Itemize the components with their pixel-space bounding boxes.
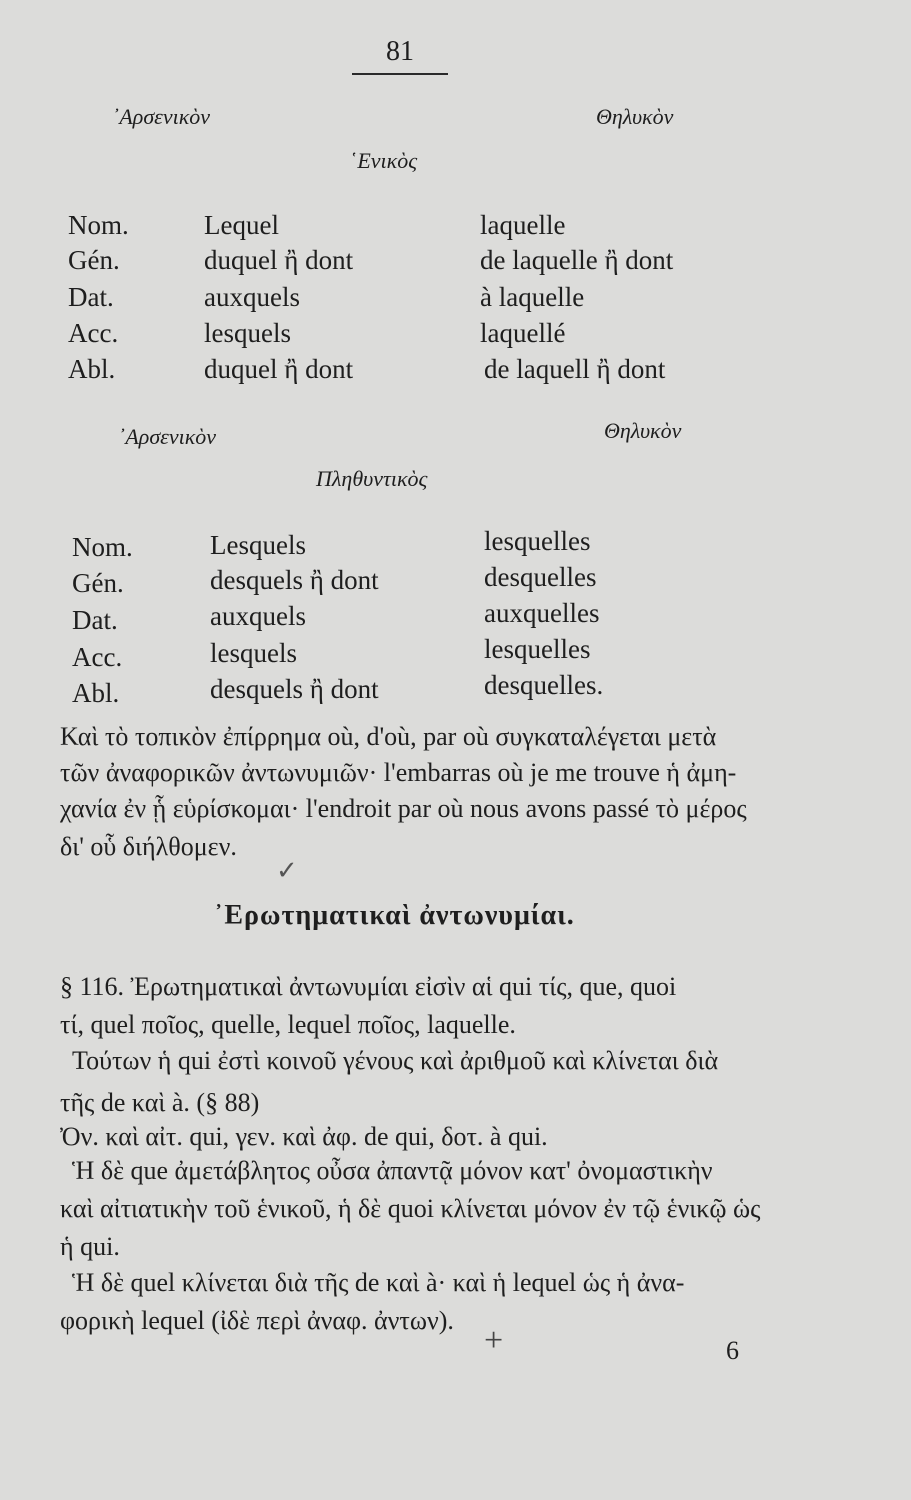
- singular-fem-form: laquelle: [480, 210, 566, 240]
- plural-fem-form: lesquelles: [484, 634, 591, 664]
- plural-masc-form: desquels ἢ dont: [210, 674, 379, 704]
- plural-fem-form: auxquelles: [484, 598, 600, 628]
- singular-case-label: Dat.: [68, 282, 114, 312]
- para1-line: χανία ἐν ᾗ εὑρίσκομαι· l'endroit par où nous avons passé τὸ μέρος: [60, 794, 747, 823]
- plural-case-label: Dat.: [72, 605, 118, 635]
- singular-masc-header: ᾿Αρσενικὸν: [112, 104, 211, 129]
- para2-line: Ἡ δὲ quel κλίνεται διὰ τῆς de καὶ à· καὶ ἡ lequel ὡς ἡ ἀνα-: [72, 1268, 685, 1297]
- plural-fem-form: desquelles: [484, 562, 597, 592]
- section-heading: ᾿Ερωτηματικαὶ ἀντωνυμίαι.: [214, 900, 575, 931]
- singular-masc-form: auxquels: [204, 282, 300, 312]
- para2-line: τῆς de καὶ à. (§ 88): [60, 1088, 260, 1117]
- para1-line: δι' οὗ διήλθομεν.: [60, 832, 237, 861]
- singular-masc-form: Lequel: [204, 210, 279, 240]
- para1-line: τῶν ἀναφορικῶν ἀντωνυμιῶν· l'embarras où je me trouve ἡ ἀμη-: [60, 758, 737, 787]
- plural-masc-form: auxquels: [210, 601, 306, 631]
- para2-line: Ἡ δὲ que ἀμετάβλητος οὖσα ἀπαντᾷ μόνον κατ' ὀνομαστικὴν: [72, 1156, 713, 1185]
- plural-masc-form: desquels ἢ dont: [210, 565, 379, 595]
- para2-line: Ὀν. καὶ αἰτ. qui, γεν. καὶ ἀφ. de qui, δοτ. à qui.: [60, 1122, 548, 1151]
- singular-masc-form: lesquels: [204, 318, 291, 348]
- para2-line: Τούτων ἡ qui ἐστὶ κοινοῦ γένους καὶ ἀριθμοῦ καὶ κλίνεται διὰ: [72, 1046, 719, 1075]
- plural-case-label: Nom.: [72, 532, 133, 562]
- para2-line: ἡ qui.: [60, 1232, 120, 1261]
- para2-line: φορικὴ lequel (ἰδὲ περὶ ἀναφ. ἀντων).: [60, 1306, 454, 1335]
- page-number-rule: [352, 73, 448, 75]
- singular-case-label: Abl.: [68, 354, 116, 384]
- para2-line: καὶ αἰτιατικὴν τοῦ ἑνικοῦ, ἡ δὲ quoi κλίνεται μόνον ἐν τῷ ἑνικῷ ὡς: [60, 1194, 761, 1223]
- singular-masc-form: duquel ἢ dont: [204, 245, 354, 275]
- singular-fem-form: laquellé: [480, 318, 566, 348]
- para1-line: Καὶ τὸ τοπικὸν ἐπίρρημα où, d'où, par où συγκαταλέγεται μετὰ: [60, 722, 717, 751]
- plural-case-label: Acc.: [72, 642, 123, 672]
- singular-fem-header: Θηλυκὸν: [596, 104, 674, 129]
- para2-line: § 116. Ἐρωτηματικαὶ ἀντωνυμίαι εἰσὶν αἱ qui τίς, que, quoi: [60, 972, 677, 1001]
- singular-fem-form: de laquelle ἢ dont: [480, 245, 674, 275]
- singular-number-header: ῾Ενικὸς: [350, 148, 418, 173]
- plural-case-label: Abl.: [72, 678, 120, 708]
- signature-mark: 6: [726, 1336, 739, 1365]
- plural-masc-header: ᾿Αρσενικὸν: [118, 424, 217, 449]
- singular-case-label: Acc.: [68, 318, 119, 348]
- plural-fem-header: Θηλυκὸν: [604, 418, 682, 443]
- singular-case-label: Nom.: [68, 210, 129, 240]
- singular-masc-form: duquel ἢ dont: [204, 354, 354, 384]
- singular-fem-form: à laquelle: [480, 282, 585, 312]
- plural-fem-form: desquelles.: [484, 670, 604, 700]
- singular-case-label: Gén.: [68, 245, 120, 275]
- stray-pencil-mark: ✓: [276, 856, 298, 885]
- page-number: 81: [386, 36, 414, 67]
- plural-number-header: Πληθυντικὸς: [316, 466, 428, 491]
- pencil-cross-mark: +: [484, 1322, 504, 1359]
- para2-line: τί, quel ποῖος, quelle, lequel ποῖος, laquelle.: [60, 1010, 516, 1039]
- plural-case-label: Gén.: [72, 568, 124, 598]
- singular-fem-form: de laquell ἢ dont: [484, 354, 666, 384]
- plural-fem-form: lesquelles: [484, 526, 591, 556]
- plural-masc-form: Lesquels: [210, 530, 306, 560]
- plural-masc-form: lesquels: [210, 638, 297, 668]
